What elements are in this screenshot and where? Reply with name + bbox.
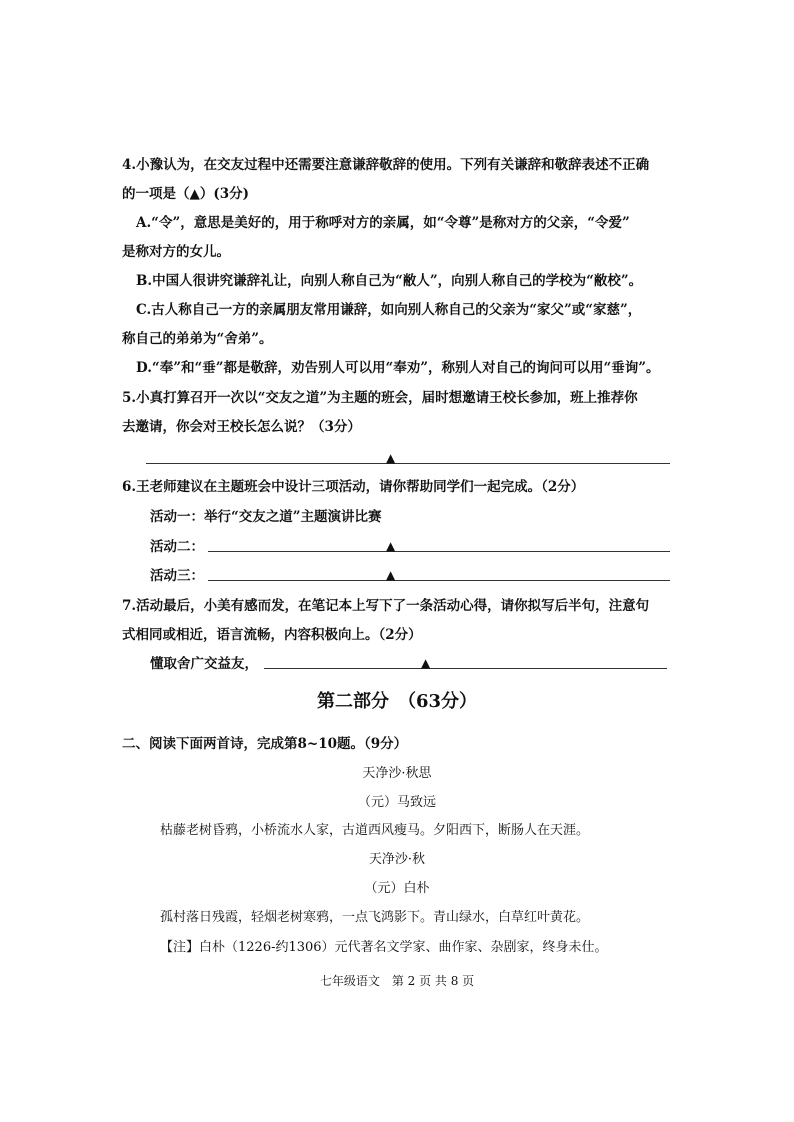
q6-activity3-label: 活动三： [150,568,204,584]
q4-option-d: D.“奉”和“垂”都是敬辞，劝告别人可以用“奉劝”，称别人对自己的询问可以用“垂询”。 [136,360,660,376]
q6-activity2-mark: ▲ [386,539,396,553]
q5-answer-line[interactable] [146,463,670,464]
q4-option-c-line1: C.古人称自己一方的亲属朋友常用谦辞，如向别人称自己的父亲为“家父”或“家慈”， [136,302,642,318]
q4-option-b: B.中国人很讲究谦辞礼让，向别人称自己为“敝人”，向别人称自己的学校为“敝校”。 [136,273,643,289]
q5-stem-line2: 去邀请，你会对王校长怎么说？（3分） [122,419,361,435]
poem2-text: 孤村落日残霞，轻烟老树寒鸦，一点飞鸿影下。青山绿水，白草红叶黄花。 [160,910,590,925]
q6-activity1: 活动一：举行“交友之道”主题演讲比赛 [150,509,382,525]
part2-title: 第二部分 （63分） [316,691,478,712]
q7-stem-line1: 7.活动最后，小美有感而发，在笔记本上写下了一条活动心得，请你拟写后半句，注意句 [122,598,650,614]
q6-activity2-line[interactable] [208,551,670,552]
q7-answer-line[interactable] [264,668,667,669]
q6-stem: 6.王老师建议在主题班会中设计三项活动，请你帮助同学们一起完成。（2分） [122,479,585,495]
page-footer: 七年级语文 第 2 页 共 8 页 [319,974,475,988]
poem-note: 【注】白朴（1226-约1306）元代著名文学家、曲作家、杂剧家，终身未仕。 [160,940,608,955]
q7-stem-line2: 式相同或相近，语言流畅，内容积极向上。（2分） [122,627,422,643]
part2-section-heading: 二、阅读下面两首诗，完成第8~10题。（9分） [122,736,408,752]
poem1-text: 枯藤老树昏鸦，小桥流水人家，古道西风瘦马。夕阳西下，断肠人在天涯。 [160,823,590,838]
q7-answer-mark: ▲ [421,656,431,670]
poem1-title: 天净沙·秋思 [362,766,432,781]
q6-activity3-line[interactable] [208,580,670,581]
poem2-author: （元）白朴 [364,881,430,896]
q5-stem-line1: 5.小真打算召开一次以“交友之道”为主题的班会，届时想邀请王校长参加，班上推荐你 [122,390,638,406]
q4-stem-line2: 的一项是（▲）(3分) [122,186,250,202]
q5-answer-mark: ▲ [386,451,396,465]
poem2-title: 天净沙·秋 [368,852,426,867]
q4-option-a-line1: A.“令”，意思是美好的，用于称呼对方的亲属，如“令尊”是称对方的父亲，“令爱” [136,215,630,231]
q4-stem-line1: 4.小豫认为，在交友过程中还需要注意谦辞敬辞的使用。下列有关谦辞和敬辞表述不正确 [122,157,650,173]
q6-activity2-label: 活动二： [150,539,204,555]
q7-given-half: 懂取舍广交益友， [150,656,258,672]
q6-activity3-mark: ▲ [386,568,396,582]
poem1-author: （元）马致远 [357,795,436,810]
q4-option-a-line2: 是称对方的女儿。 [122,244,230,260]
q4-option-c-line2: 称自己的弟弟为“舍弟”。 [122,331,273,347]
